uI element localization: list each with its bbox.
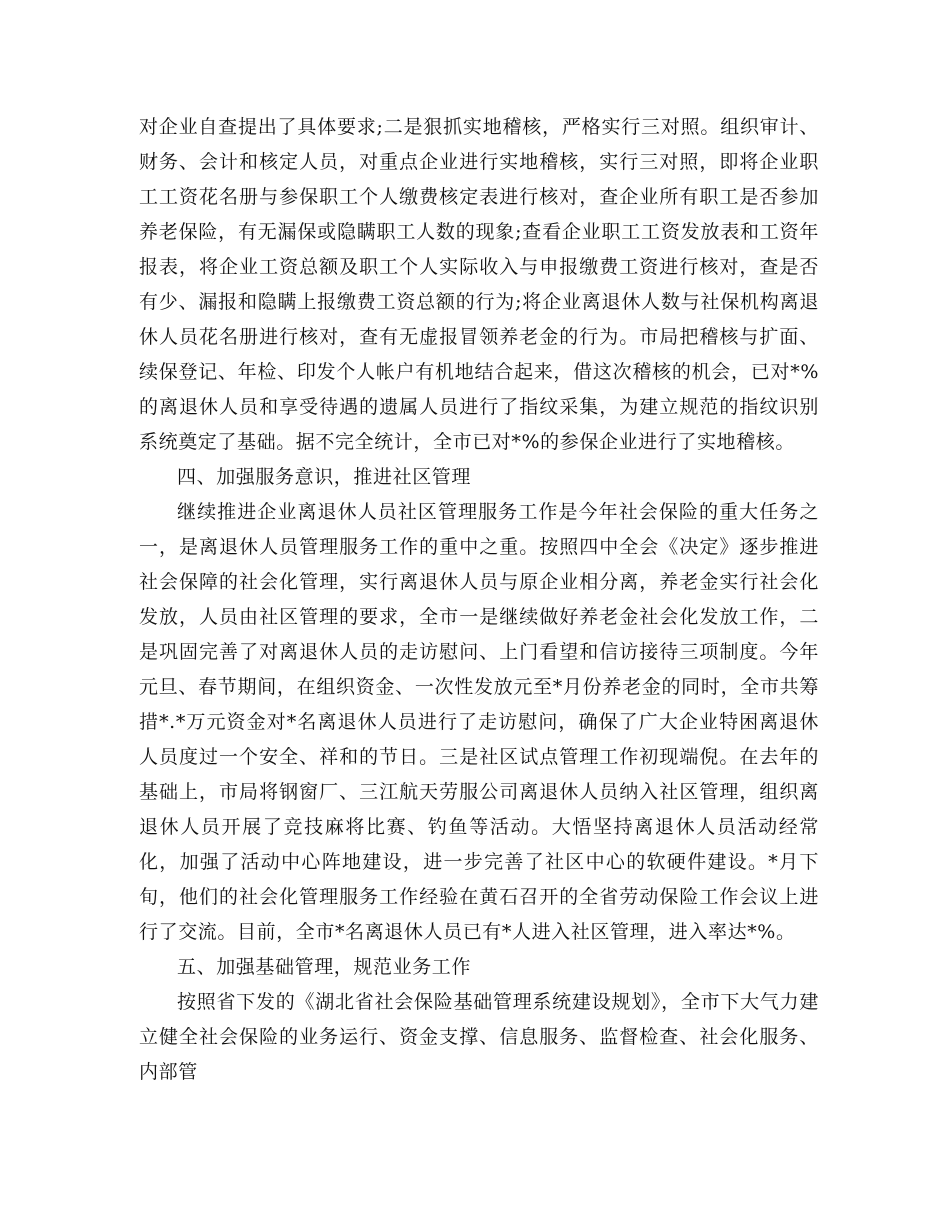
paragraph-audit-continuation: 对企业自查提出了具体要求;二是狠抓实地稽核，严格实行三对照。组织审计、财务、会计和核定人员，对重点企业进行实地稽核，实行三对照，即将企业职工工资花名册与参保职工个人缴费核定表进行核对，查企业所有职工是否参加养老保险，有无漏保或隐瞒职工人数的现象;查看企业职工工资发放表和工资年报表，将企业工资总额及职工个人实际收入与申报缴费工资进行核对，查是否有少、漏报和隐瞒上报缴费工资总额的行为;将企业离退休人数与社保机构离退休人员花名册进行核对，查有无虚报冒领养老金的行为。市局把稽核与扩面、续保登记、年检、印发个人帐户有机地结合起来，借这次稽核的机会，已对*%的离退休人员和享受待遇的遗属人员进行了指纹采集，为建立规范的指纹识别系统奠定了基础。据不完全统计，全市已对*%的参保企业进行了实地稽核。 [139, 116, 819, 453]
section-heading-community-management: 四、加强服务意识，推进社区管理 [177, 466, 472, 488]
paragraph-community-management: 继续推进企业离退休人员社区管理服务工作是今年社会保险的重大任务之一，是离退休人员管理服务工作的重中之重。按照四中全会《决定》逐步推进社会保障的社会化管理，实行离退休人员与原企业相分离，养老金实行社会化发放，人员由社区管理的要求，全市一是继续做好养老金社会化发放工作，二是巩固完善了对离退休人员的走访慰问、上门看望和信访接待三项制度。今年元旦、春节期间，在组织资金、一次性发放元至*月份养老金的同时，全市共筹措*.*万元资金对*名离退休人员进行了走访慰问，确保了广大企业特困离退休人员度过一个安全、祥和的节日。三是社区试点管理工作初现端倪。在去年的基础上，市局将钢窗厂、三江航天劳服公司离退休人员纳入社区管理，组织离退休人员开展了竞技麻将比赛、钓鱼等活动。大悟坚持离退休人员活动经常化，加强了活动中心阵地建设，进一步完善了社区中心的软硬件建设。*月下旬，他们的社会化管理服务工作经验在黄石召开的全省劳动保险工作会议上进行了交流。目前，全市*名离退休人员已有*人进入社区管理，进入率达*%。 [139, 501, 819, 943]
paragraph-basic-management: 按照省下发的《湖北省社会保险基础管理系统建设规划》，全市下大气力建立健全社会保险的业务运行、资金支撑、信息服务、监督检查、社会化服务、内部管 [139, 991, 819, 1083]
section-heading-basic-management: 五、加强基础管理，规范业务工作 [177, 956, 472, 978]
document-body [139, 110, 819, 1090]
